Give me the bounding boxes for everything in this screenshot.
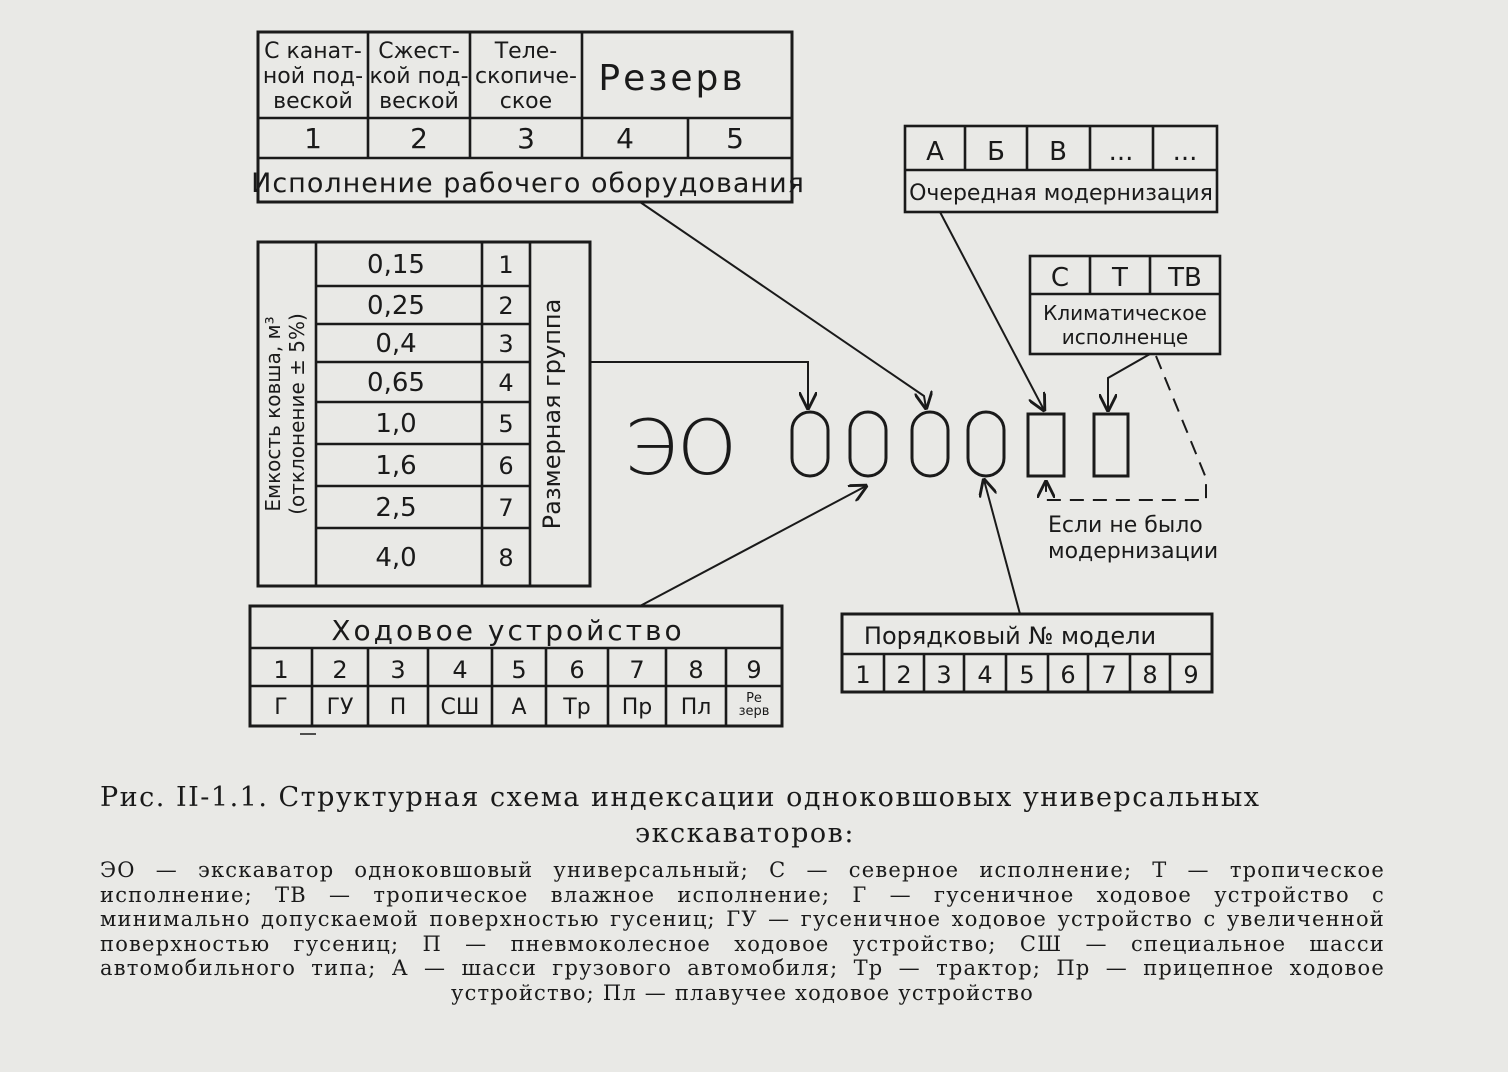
mod-caption: Очередная модернизация xyxy=(909,181,1213,206)
undercarriage-number: 6 xyxy=(569,656,585,684)
figure-title xyxy=(100,780,1390,852)
model-number: 6 xyxy=(1060,661,1076,689)
size-group-number: 4 xyxy=(498,369,514,397)
undercarriage-number: 7 xyxy=(629,656,645,684)
model-numbers xyxy=(855,661,1198,689)
capacity-value: 1,6 xyxy=(375,451,417,481)
mod-letter: ... xyxy=(1172,137,1198,167)
undercarriage-numbers xyxy=(273,656,761,684)
undercarriage-number: 4 xyxy=(452,656,468,684)
model-title: Порядковый № модели xyxy=(863,622,1157,650)
climate-cell: С xyxy=(1050,263,1070,293)
slot-climate xyxy=(1094,414,1128,476)
slot-equipment xyxy=(912,412,948,476)
arrow-climate xyxy=(1108,354,1150,410)
undercarriage-code: ГУ xyxy=(326,695,354,720)
mod-letter: ... xyxy=(1108,137,1134,167)
eq-header-reserve: Резерв xyxy=(598,58,746,99)
capacity-value: 1,0 xyxy=(375,409,417,439)
eq-num: 5 xyxy=(726,122,744,155)
capacity-value: 2,5 xyxy=(375,493,417,523)
climate-cell: Т xyxy=(1112,263,1128,293)
undercarriage-code: Пр xyxy=(621,695,653,720)
slot-size-group xyxy=(792,412,828,476)
undercarriage-number: 9 xyxy=(746,656,762,684)
slot-model xyxy=(968,412,1004,476)
index-code-slots xyxy=(792,412,1128,476)
size-group-number: 8 xyxy=(498,544,514,572)
modernization-labels xyxy=(909,137,1213,206)
climate-cell: ТВ xyxy=(1168,263,1202,293)
undercarriage-number: 5 xyxy=(511,656,527,684)
figure-legend: ЭО — экскаватор одноковшовый универсальный; С — северное исполнение; Т — тропическое исполнение; ТВ — тропическое влажное исполнение; Г — гусеничное ходовое устройство с минимально допускаемой поверхностью гусениц; ГУ — гусеничное ходовое устройство с увеличенной поверхностью гусениц; П — пневмоколесное ходовое устройство; СШ — специальное шасси автомобильного типа; А — шасси грузового автомобиля; Тр — трактор; Пр — прицепное ходовое устройство; Пл — плавучее ходовое устройство xyxy=(100,858,1385,1005)
eq-caption: Исполнение рабочего оборудования xyxy=(251,168,805,199)
mod-letter: А xyxy=(926,137,944,167)
eq-num: 2 xyxy=(410,122,428,155)
capacity-value: 4,0 xyxy=(375,543,417,573)
capacity-value: 0,65 xyxy=(367,368,425,398)
undercarriage-number: 2 xyxy=(332,656,348,684)
climate-labels xyxy=(1043,263,1207,349)
eq-header-3: Теле-скопиче-ское xyxy=(475,39,577,114)
size-group-number: 3 xyxy=(498,330,514,358)
capacity-caption: Емкость ковша, м³(отклонение ± 5%) xyxy=(261,313,309,515)
size-group-number: 2 xyxy=(498,292,514,320)
undercarriage-title: Ходовое устройство xyxy=(331,614,685,647)
size-group-number: 6 xyxy=(498,452,514,480)
undercarriage-code: Тр xyxy=(563,695,591,720)
capacity-groups xyxy=(498,251,513,572)
undercarriage-code: СШ xyxy=(440,695,480,720)
mod-letter: Б xyxy=(987,137,1005,167)
capacity-value: 0,4 xyxy=(375,329,417,359)
climate-caption: Климатическое исполненце xyxy=(1043,301,1207,349)
model-number: 3 xyxy=(936,661,952,689)
eq-num: 1 xyxy=(304,122,322,155)
group-caption: Размерная группа xyxy=(538,298,566,530)
size-group-number: 1 xyxy=(498,251,514,279)
size-group-number: 5 xyxy=(498,410,514,438)
arrow-modernization xyxy=(940,212,1044,410)
figure-title-line1: Рис. II-1.1. Структурная схема индексации одноковшовых универсальных xyxy=(100,782,1261,813)
eq-header-1: С канат-ной под-веской xyxy=(262,39,364,114)
slot-modernization xyxy=(1028,414,1064,476)
eq-header-2: Сжест-кой под-веской xyxy=(369,39,469,114)
arrow-equipment xyxy=(640,202,926,408)
undercarriage-codes xyxy=(274,691,769,720)
eq-num: 3 xyxy=(517,122,535,155)
model-number: 4 xyxy=(977,661,993,689)
mod-letter: В xyxy=(1049,137,1067,167)
model-number: 2 xyxy=(896,661,912,689)
model-number: 7 xyxy=(1101,661,1117,689)
arrow-model xyxy=(984,480,1020,614)
slot-undercarriage xyxy=(850,412,886,476)
undercarriage-number: 3 xyxy=(390,656,406,684)
capacity-value: 0,25 xyxy=(367,291,425,321)
undercarriage-code: П xyxy=(389,695,407,720)
undercarriage-code: Г xyxy=(274,695,288,720)
arrow-undercarriage xyxy=(640,486,866,606)
dashed-no-modernization xyxy=(1046,356,1206,500)
undercarriage-code: Ре зерв xyxy=(738,691,770,719)
model-number: 8 xyxy=(1142,661,1158,689)
undercarriage-code: Пл xyxy=(680,695,712,720)
arrow-size-group xyxy=(590,362,808,408)
undercarriage-number: 8 xyxy=(688,656,704,684)
capacity-values xyxy=(367,250,425,573)
model-number: 1 xyxy=(855,661,871,689)
size-group-number: 7 xyxy=(498,494,514,522)
undercarriage-number: 1 xyxy=(273,656,289,684)
no-modernization-note: Если не было модернизации xyxy=(1048,513,1219,564)
eq-num: 4 xyxy=(616,122,634,155)
model-number: 5 xyxy=(1019,661,1035,689)
figure-title-line2: экскаваторов: xyxy=(635,818,855,849)
capacity-value: 0,15 xyxy=(367,250,425,280)
undercarriage-code: А xyxy=(511,695,527,720)
index-prefix: ЭО xyxy=(624,403,737,492)
model-number: 9 xyxy=(1183,661,1199,689)
